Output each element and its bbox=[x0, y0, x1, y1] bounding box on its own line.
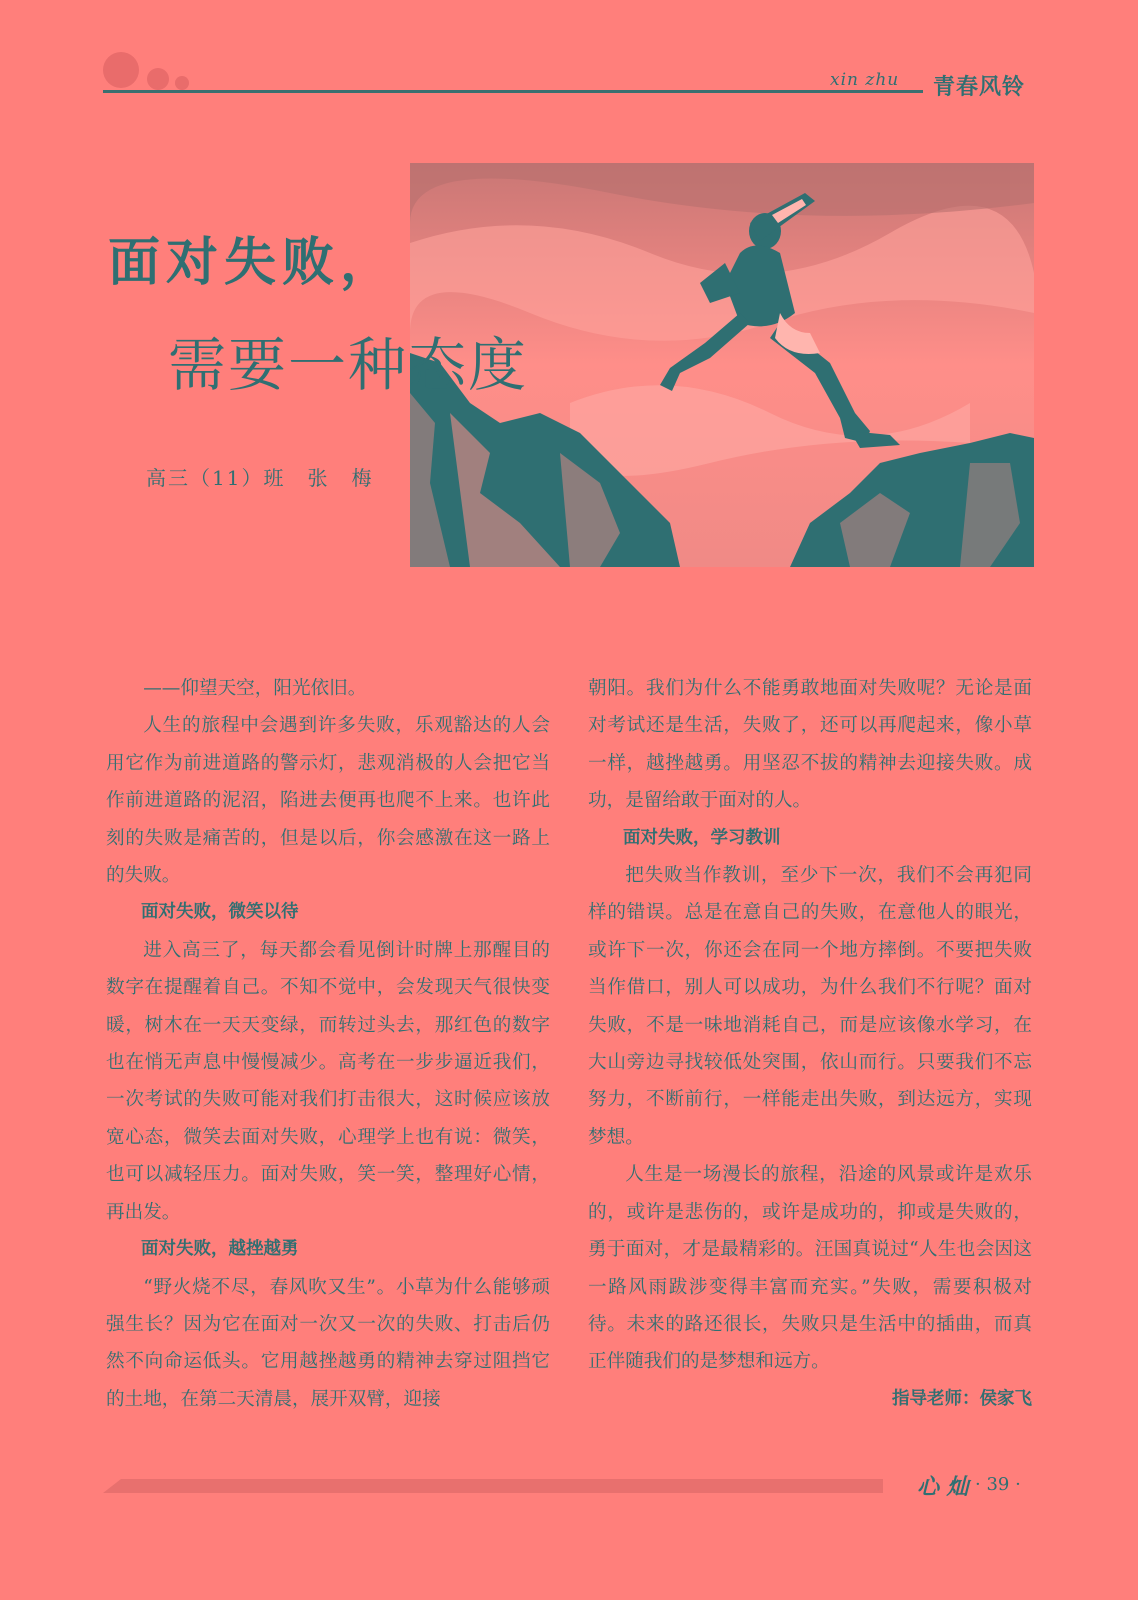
footer-bar bbox=[103, 1478, 883, 1492]
section-heading-brave: 面对失败，越挫越勇 bbox=[141, 1239, 299, 1260]
section-heading-lesson: 面对失败，学习教训 bbox=[623, 827, 781, 848]
page-number: · 39 · bbox=[975, 1474, 1021, 1495]
paragraph-brave: “野火烧不尽，春风吹又生”。小草为什么能够顽强生长？因为它在面对一次又一次的失败、打击后仍然不向命运低头。它用越挫越勇的精神去穿过阻挡它的土地，在第二天清晨，展开双臂，迎接 bbox=[106, 1276, 550, 1410]
article-author: 高三（11）班 张 梅 bbox=[146, 466, 374, 490]
paragraph-conclusion: 人生是一场漫长的旅程，沿途的风景或许是欢乐的，或许是悲伤的，或许是成功的，抑或是失败的，勇于面对，才是最精彩的。汪国真说过“人生也会因这一路风雨跋涉变得丰富而充实。”失败，需要积极对待。未来的路还很长，失败只是生活中的插曲，而真正伴随我们的是梦想和远方。 bbox=[588, 1164, 1032, 1373]
paragraph-intro: 人生的旅程中会遇到许多失败，乐观豁达的人会用它作为前进道路的警示灯，悲观消极的人会把它当作前进道路的泥沼，陷进去便再也爬不上来。也许此刻的失败是痛苦的，但是以后，你会感激在这一路上的失败。 bbox=[106, 715, 550, 887]
header-circle-small bbox=[175, 76, 189, 90]
paragraph-brave-continued: 朝阳。我们为什么不能勇敢地面对失败呢？无论是面对考试还是生活，失败了，还可以再爬起来，像小草一样，越挫越勇。用坚忍不拔的精神去迎接失败。成功，是留给敢于面对的人。 bbox=[588, 678, 1032, 812]
section-heading-smile: 面对失败，微笑以待 bbox=[141, 902, 299, 923]
left-column bbox=[106, 670, 550, 1418]
article-title-line2: 需要一种态度 bbox=[168, 331, 529, 399]
advisor-teacher: 指导老师：侯家飞 bbox=[892, 1388, 1032, 1409]
header-circle-large bbox=[103, 52, 139, 88]
magazine-name: 心 灿 bbox=[917, 1474, 969, 1500]
column-name: 青春风铃 bbox=[933, 75, 1026, 100]
header-rule bbox=[103, 90, 923, 93]
right-column bbox=[588, 670, 1032, 1418]
paragraph-smile: 进入高三了，每天都会看见倒计时牌上那醒目的数字在提醒着自己。不知不觉中，会发现天气很快变暖，树木在一天天变绿，而转过头去，那红色的数字也在悄无声息中慢慢减少。高考在一步步逼近我们，一次考试的失败可能对我们打击很大，这时候应该放宽心态，微笑去面对失败，心理学上也有说：微笑，也可以减轻压力。面对失败，笑一笑，整理好心情，再出发。 bbox=[106, 939, 550, 1223]
header-circle-medium bbox=[147, 68, 169, 90]
article-title-line1: 面对失败， bbox=[108, 233, 399, 293]
header-pinyin: xin zhu bbox=[830, 70, 900, 90]
paragraph-lesson: 把失败当作教训，至少下一次，我们不会再犯同样的错误。总是在意自己的失败，在意他人的眼光，或许下一次，你还会在同一个地方摔倒。不要把失败当作借口，别人可以成功，为什么我们不行呢？面对失败，不是一味地消耗自己，而是应该像水学习，在大山旁边寻找较低处突围，依山而行。只要我们不忘努力，不断前行，一样能走出失败，到达远方，实现梦想。 bbox=[588, 865, 1032, 1148]
epigraph: ——仰望天空，阳光依旧。 bbox=[143, 678, 367, 699]
footer-bar-shape bbox=[103, 1479, 883, 1493]
